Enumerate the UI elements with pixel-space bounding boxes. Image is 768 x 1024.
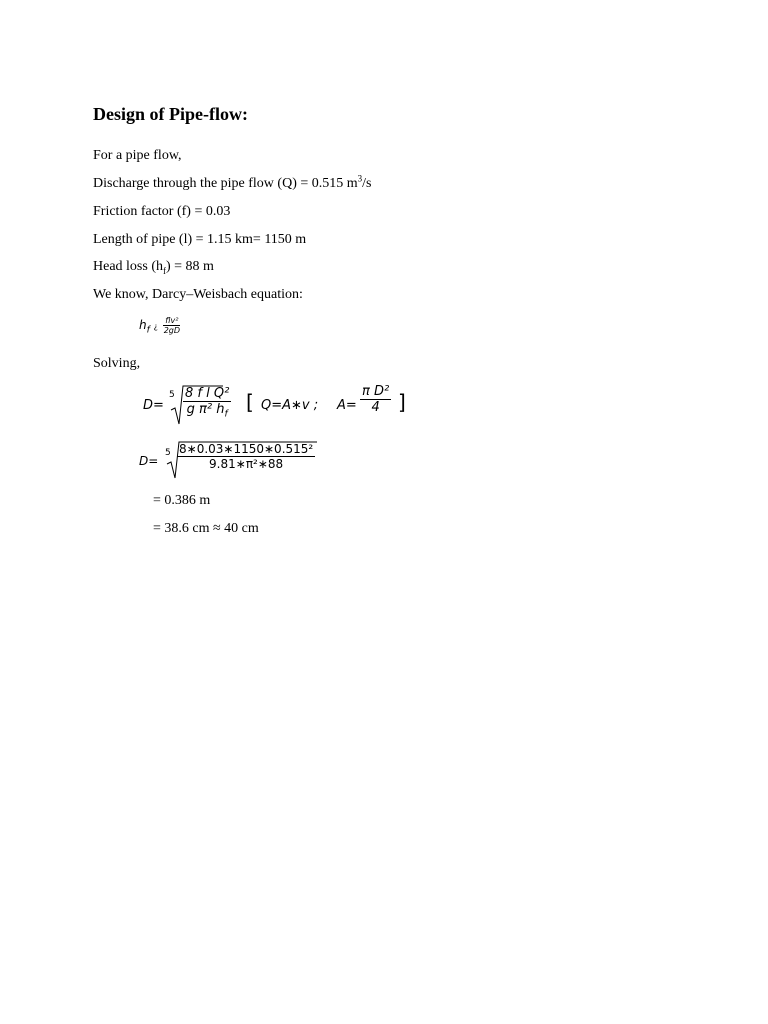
headloss-line bbox=[93, 259, 214, 275]
d-numeric-lhs: D= bbox=[139, 454, 159, 468]
darcy-lhs: h bbox=[139, 318, 147, 332]
darcy-fraction bbox=[162, 316, 182, 335]
result-meters: = 0.386 m bbox=[153, 493, 211, 508]
root-index-2: 5 bbox=[165, 448, 171, 458]
length-line: Length of pipe (l) = 1.15 km= 1150 m bbox=[93, 232, 307, 247]
headloss-value: ) = 88 m bbox=[166, 259, 214, 274]
relation-a-denominator: 4 bbox=[371, 400, 380, 415]
relation-a-fraction bbox=[360, 384, 391, 415]
discharge-line bbox=[93, 173, 372, 192]
discharge-text: Discharge through the pipe flow (Q) = 0.515 m bbox=[93, 176, 358, 191]
page-title: Design of Pipe-flow: bbox=[93, 104, 248, 124]
friction-line: Friction factor (f) = 0.03 bbox=[93, 204, 231, 219]
d-formula-den-text: g π² h bbox=[186, 402, 225, 417]
darcy-lhs-subscript: f bbox=[146, 325, 150, 336]
darcy-numerator: flv² bbox=[165, 316, 179, 325]
d-formula-denominator bbox=[185, 402, 230, 420]
darcy-denominator: 2gD bbox=[163, 326, 181, 335]
headloss-subscript: f bbox=[163, 265, 166, 276]
d-formula-fraction bbox=[183, 386, 231, 420]
left-bracket: [ bbox=[246, 390, 254, 414]
intro-text: For a pipe flow, bbox=[93, 148, 182, 163]
d-numeric-fraction bbox=[177, 442, 315, 471]
darcy-equation bbox=[139, 316, 182, 335]
darcy-line: We know, Darcy–Weisbach equation: bbox=[93, 287, 303, 302]
darcy-equals: ¿ bbox=[153, 322, 158, 331]
root-index: 5 bbox=[169, 390, 175, 400]
d-formula-numerator: 8 f l Q² bbox=[185, 386, 230, 401]
d-formula-den-subscript: f bbox=[224, 409, 228, 420]
headloss-text: Head loss (h bbox=[93, 259, 163, 274]
result-centimeters: = 38.6 cm ≈ 40 cm bbox=[153, 521, 259, 536]
discharge-exponent: 3 bbox=[357, 173, 363, 184]
d-numeric-denominator: 9.81∗π²∗88 bbox=[209, 457, 284, 471]
relation-a-lhs: A= bbox=[337, 398, 357, 413]
discharge-unit: /s bbox=[362, 176, 372, 191]
d-formula-lhs: D= bbox=[143, 398, 164, 413]
solving-line: Solving, bbox=[93, 356, 141, 371]
d-numeric-numerator: 8∗0.03∗1150∗0.515² bbox=[179, 442, 314, 456]
right-bracket: ] bbox=[398, 390, 406, 414]
relation-a-numerator: π D² bbox=[362, 384, 390, 399]
relation-q: Q=A∗v ; bbox=[261, 398, 319, 413]
